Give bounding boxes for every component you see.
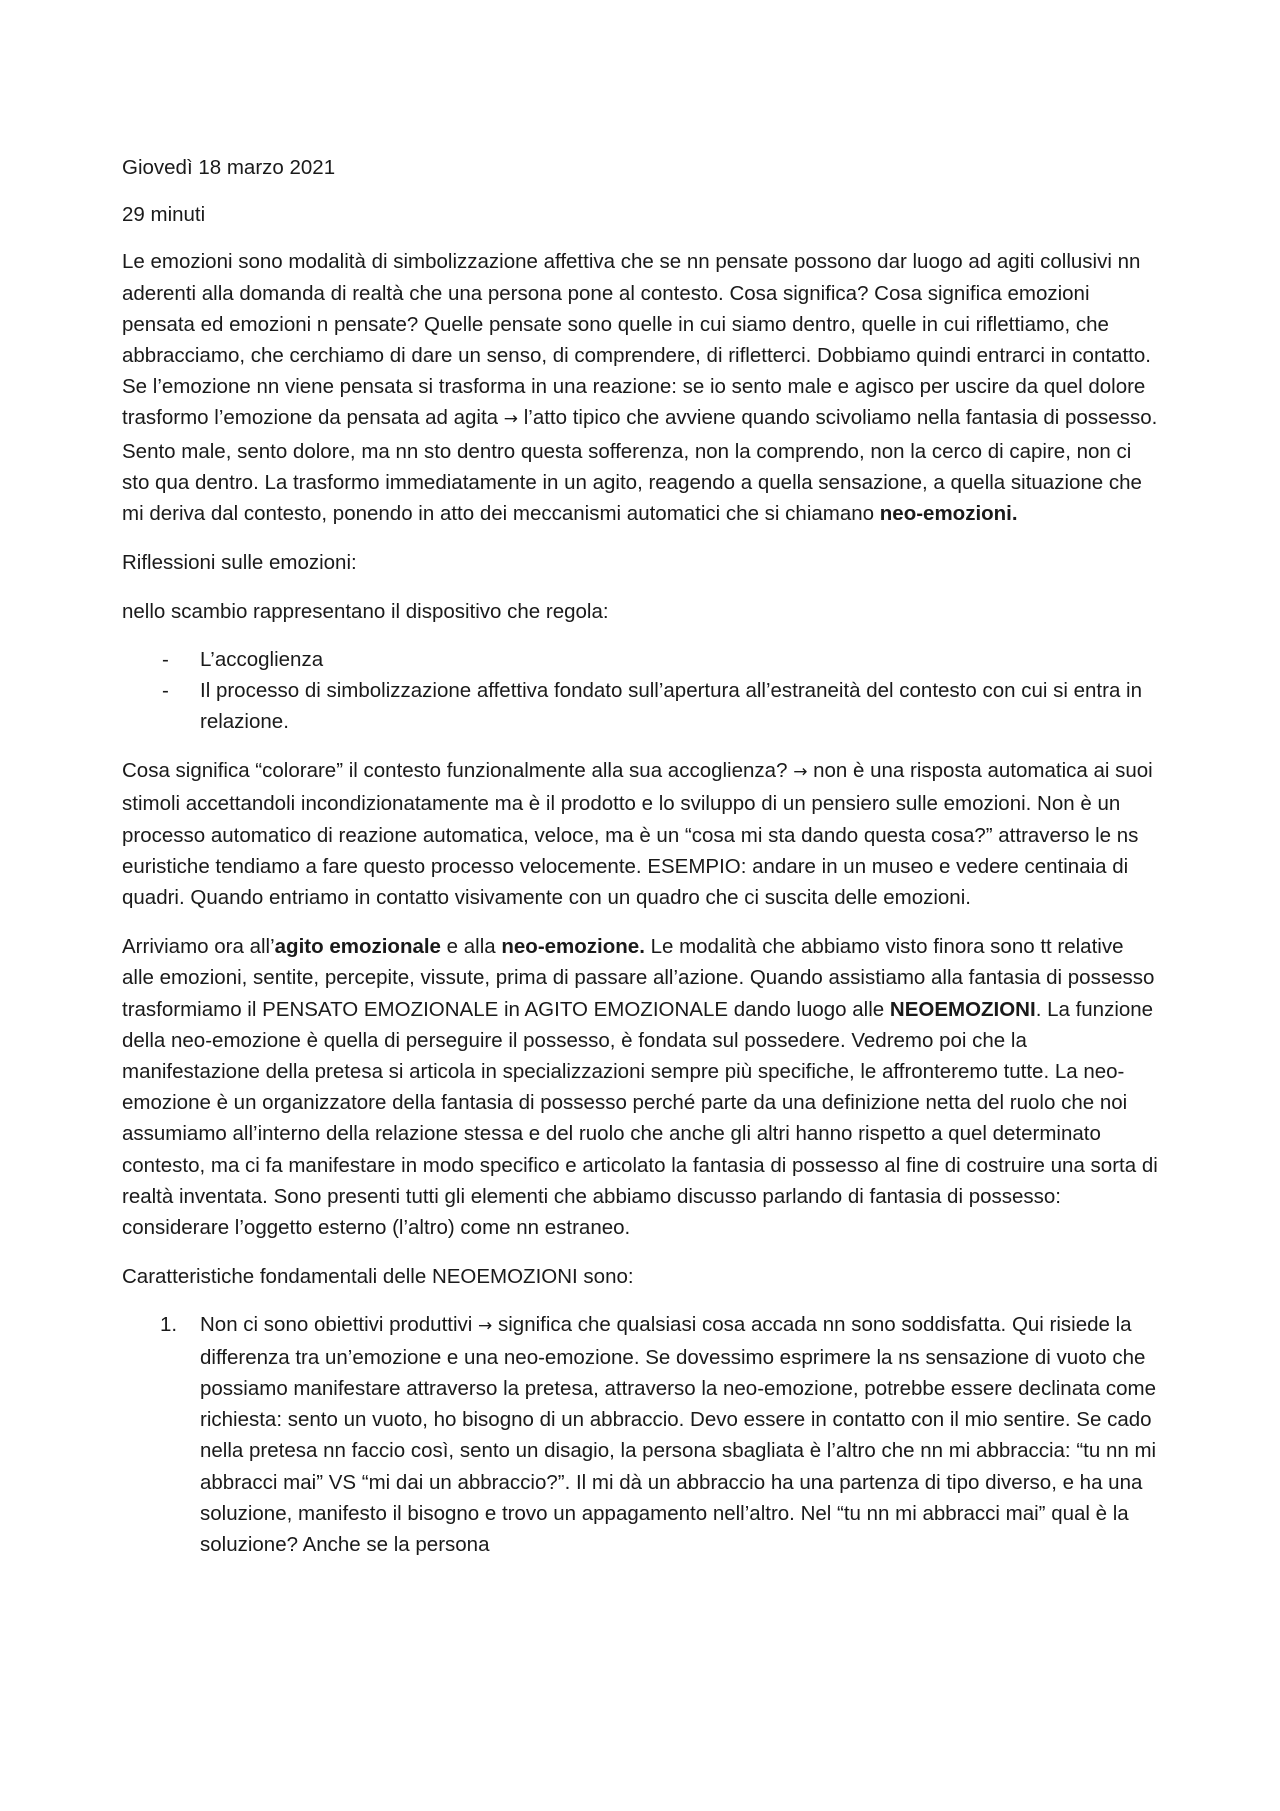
arrow-right-icon: → [503,409,519,430]
date-line: Giovedì 18 marzo 2021 [122,156,336,179]
paragraph-text: Cosa significa “colorare” il contesto funzionalmente alla sua accoglienza? [122,759,788,783]
numbered-list [122,1309,1158,1561]
list-item [122,675,1158,737]
list-number: 1. [160,1312,178,1336]
dash-bullet: - [162,678,169,702]
arrow-right-icon: → [478,1315,493,1336]
list-item-text: Il processo di simbolizzazione affettiva fondato sull’apertura all’estraneità del contesto con cui si entra in relazione. [200,678,1142,734]
bold-term: agito emozionale [274,935,441,959]
bold-term: NEOEMOZIONI [889,997,1036,1021]
paragraph-text: l’atto tipico che avviene quando scivoliamo nella fantasia di possesso. Sento male, sento dolore, ma nn sto dentro questa sofferenza, non la comprendo, non la cerco di capire, non ci sto qua dentro. La trasformo immediatamente in un agito, reagendo a quella sensazione, a quella situazione che mi deriva dal contesto, ponendo in atto dei meccanismi automatici che si chiamano [122,406,1158,526]
bold-term: neo-emozione. [501,935,645,959]
paragraph-emotions [122,246,1158,529]
list-item-text: Non ci sono obiettivi produttivi [200,1312,473,1336]
characteristics-heading: Caratteristiche fondamentali delle NEOEMOZIONI sono: [122,1265,634,1289]
paragraph-text: Arriviamo ora all’ [122,935,275,959]
reflections-heading: Riflessioni sulle emozioni: [122,551,357,575]
list-item-text: L’accoglienza [200,647,324,671]
duration-line: 29 minuti [122,203,206,227]
paragraph-text: Le emozioni sono modalità di simbolizzazione affettiva che se nn pensate possono dar luogo ad agiti collusivi nn aderenti alla domanda di realtà che una persona pone al contesto. Cosa significa? Cosa significa emozioni pensata ed emozioni n pensate? Quelle pensate sono quelle in cui siamo dentro, quelle in cui riflettiamo, che abbracciamo, che cerchiamo di dare un senso, di comprendere, di rifletterci. Dobbiamo quindi entrarci in contatto. Se l’emozione nn viene pensata si trasforma in una reazione: se io sento male e agisco per uscire da quel dolore trasformo l’emozione da pensata ad agita [122,250,1151,430]
paragraph-neo-emotion [122,931,1158,1243]
arrow-right-icon: → [793,762,808,783]
dash-bullet: - [162,647,169,671]
dash-list [122,644,1158,738]
list-item [122,644,1158,675]
reflections-intro: nello scambio rappresentano il dispositivo che regola: [122,600,609,624]
paragraph-text: e alla [440,935,502,959]
paragraph-coloring [122,755,1158,913]
list-item [122,1309,1158,1561]
paragraph-text: Le modalità che abbiamo visto finora sono tt relative alle emozioni, sentite, percepite, vissute, prima di passare all’azione. Quando assistiamo alla fantasia di possesso trasformiamo il PENSATO EMOZIONALE in AGITO EMOZIONALE dando luogo alle [122,935,1155,1021]
list-item-text: significa che qualsiasi cosa accada nn sono soddisfatta. Qui risiede la differenza tra un’emozione e una neo-emozione. Se dovessimo esprimere la ns sensazione di vuoto che possiamo manifestare attraverso la pretesa, attraverso la neo-emozione, potrebbe essere declinata come richiesta: sento un vuoto, ho bisogno di un abbraccio. Devo essere in contatto con il mio sentire. Se cado nella pretesa nn faccio così, sento un disagio, la persona sbagliata è l’altro che nn mi abbraccia: “tu nn mi abbracci mai” VS “mi dai un abbraccio?”. Il mi dà un abbraccio ha una partenza di tipo diverso, e ha una soluzione, manifesto il bisogno e trovo un appagamento nell’altro. Nel “tu nn mi abbracci mai” qual è la soluzione? Anche se la persona [200,1312,1157,1556]
bold-term: neo-emozioni. [879,502,1018,526]
paragraph-text: non è una risposta automatica ai suoi stimoli accettandoli incondizionatamente ma è il prodotto e lo sviluppo di un pensiero sulle emozioni. Non è un processo automatico di reazione automatica, veloce, ma è un “cosa mi sta dando questa cosa?” attraverso le ns euristiche tendiamo a fare questo processo velocemente. ESEMPIO: andare in un museo e vedere centinaia di quadri. Quando entriamo in contatto visivamente con un quadro che ci suscita delle emozioni. [122,759,1153,910]
paragraph-text: . La funzione della neo-emozione è quella di perseguire il possesso, è fondata sul possedere. Vedremo poi che la manifestazione della pretesa si articola in specializzazioni sempre più specifiche, le affronteremo tutte. La neo-emozione è un organizzatore della fantasia di possesso perché parte da una definizione netta del ruolo che noi assumiamo all’interno della relazione stessa e del ruolo che anche gli altri hanno rispetto a quel determinato contesto, ma ci fa manifestare in modo specifico e articolato la fantasia di possesso al fine di costruire una sorta di realtà inventata. Sono presenti tutti gli elementi che abbiamo discusso parlando di fantasia di possesso: considerare l’oggetto esterno (l’altro) come nn estraneo. [122,997,1158,1240]
